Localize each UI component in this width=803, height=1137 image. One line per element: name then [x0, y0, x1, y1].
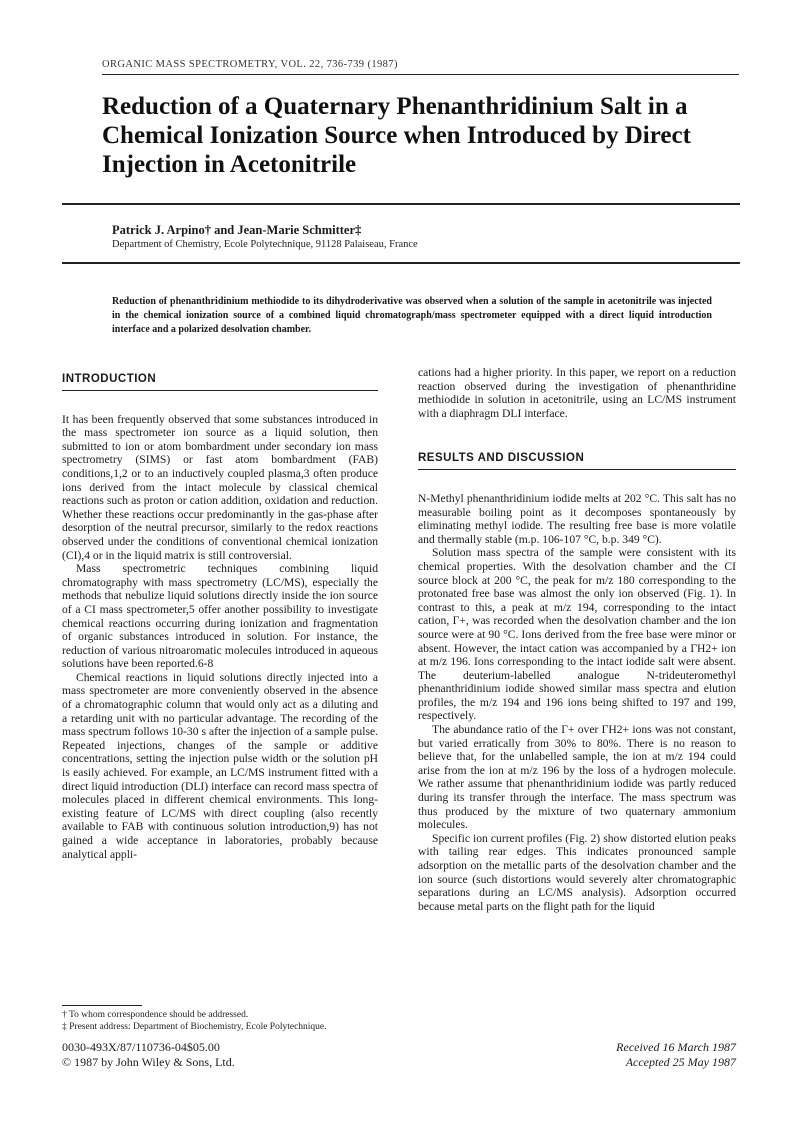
article-title: Reduction of a Quaternary Phenanthridinium Salt in a Chemical Ionization Source when Introduced by Direct Injection in Acetonitrile: [102, 93, 691, 178]
right-paragraph-0: cations had a higher priority. In this paper, we report on a reduction reaction observed during the investigation of phenanthridine methiodide in solution in acetonitrile, using an LC/MS instrument with a diaphragm DLI interface.: [418, 366, 736, 420]
left-column: [62, 373, 378, 861]
publication-info: [62, 1040, 382, 1070]
intro-paragraph-2: Mass spectrometric techniques combining liquid chromatography with mass spectrometry (LC/MS), especially the methods that nebulize liquid solutions directly inside the ion source of a CI mass spectrometer,5 offer another possibility to investigate chemical reactions occurring during ionization and fragmentation of organic substances introduced in solution. For instance, the reduction of various nitroaromatic molecules introduced in aqueous solutions have been reported.6-8: [62, 562, 378, 671]
intro-paragraph-3: Chemical reactions in liquid solutions directly injected into a mass spectrometer are more conveniently observed in the absence of a chromatographic column that would only act as a diluting and a retarding unit with no particular advantage. The recording of the mass spectrum follows 10-30 s after the injection of a sample pulse. Repeated injections, changes of the sample or additive concentrations, setting the injection pulse width or the solution pH is easily achieved. For example, an LC/MS instrument fitted with a direct liquid introduction (DLI) interface can record mass spectra of molecules placed in different chemical environments. This long-existing feature of LC/MS with direct coupling (also recently available to FAB with continuous solution introduction,9) has not gained a wide acceptance in laboratories, probably because analytical appli-: [62, 670, 378, 861]
intro-paragraph-1: It has been frequently observed that some substances introduced in the mass spectrometer ion source as a liquid solution, then submitted to ion or atom bombardment under secondary ion mass spectrometry (SIMS) or fast atom bombardment (FAB) conditions,1,2 or to an inductively coupled plasma,3 often produce ions derived from the intact molecule by classical chemical reactions such as proton or cation addition, oxidation and reduction. Whether these reactions occur predominantly in the gas-phase after desorption of the neutral precursor, similarly to the redox reactions observed under the conditions of conventional chemical ionization (CI),4 or in the liquid matrix is still controversial.: [62, 412, 378, 562]
footnote-ddagger: ‡ Present address: Department of Biochemistry, Ecole Polytechnique.: [62, 1022, 327, 1032]
results-paragraph-2: Solution mass spectra of the sample were consistent with its chemical properties. With the desolvation chamber and the CI source block at 200 °C, the peak for m/z 180 corresponding to the protonated free base was almost the only ion observed (Fig. 1). In contrast to this, a peak at m/z 194, corresponding to the intact cation, Γ+, was recorded when the desolvation chamber and the ion source were at 90 °C. Ions derived from the free base were minor or absent. However, the intact cation was accompanied by a ΓH2+ ion at m/z 196. Ions corresponding to the intact iodide salt were absent. The deuterium-labelled analogue N-trideuteromethyl phenanthridinium iodide showed similar mass spectra and elution profiles, the m/z 194 and 196 ions being shifted to 197 and 199, respectively.: [418, 546, 736, 723]
abstract: Reduction of phenanthridinium methiodide to its dihydroderivative was observed when a solution of the sample in acetonitrile was injected in the chemical ionization source of a combined liquid chromatograph/mass spectrometer equipped with a direct liquid introduction interface and a polarized desolvation chamber.: [112, 296, 712, 335]
title-rule: [62, 203, 740, 205]
accepted-date: Accepted 25 May 1987: [625, 1055, 736, 1069]
results-paragraph-3: The abundance ratio of the Γ+ over ΓH2+ ions was not constant, but varied erratically from 30% to 80%. There is no reason to believe that, for the unlabelled sample, the ion at m/z 194 could arise from the ion at m/z 196 by the loss of a hydrogen molecule. We rather assume that phenanthridinium iodide was partly reduced during its transfer through the interface. The mass spectrum was thus produced by the mixture of two quaternary ammonium molecules.: [418, 723, 736, 832]
authors: Patrick J. Arpino† and Jean-Marie Schmitter‡: [112, 223, 362, 237]
header-rule: [102, 74, 739, 75]
results-heading: RESULTS AND DISCUSSION: [418, 452, 585, 465]
received-date: Received 16 March 1987: [616, 1040, 736, 1054]
footnote-dagger: † To whom correspondence should be addressed.: [62, 1010, 249, 1020]
results-paragraph-1: N-Methyl phenanthridinium iodide melts at 202 °C. This salt has no measurable boiling point as it decomposes spontaneously by eliminating methyl iodide. The resulting free base is more volatile and thermally stable (m.p. 106-107 °C, b.p. 349 °C).: [418, 491, 736, 546]
author-rule: [62, 262, 740, 264]
right-column: [418, 366, 736, 913]
article-dates: [418, 1040, 736, 1070]
footnote-rule: [62, 1005, 142, 1006]
results-paragraph-4: Specific ion current profiles (Fig. 2) show distorted elution peaks with tailing rear edges. This indicates pronounced sample adsorption on the metallic parts of the desolvation chamber and the ion source (such distortions would severely alter chromatographic separations during an LC/MS analysis). Adsorption occurred because metal parts on the flight path for the liquid: [418, 831, 736, 913]
affiliation: Department of Chemistry, Ecole Polytechnique, 91128 Palaiseau, France: [112, 239, 418, 250]
introduction-heading: INTRODUCTION: [62, 373, 157, 385]
copyright: © 1987 by John Wiley & Sons, Ltd.: [62, 1055, 235, 1069]
publication-code: 0030-493X/87/110736-04$05.00: [62, 1040, 220, 1054]
journal-header: ORGANIC MASS SPECTROMETRY, VOL. 22, 736-739 (1987): [102, 59, 398, 70]
